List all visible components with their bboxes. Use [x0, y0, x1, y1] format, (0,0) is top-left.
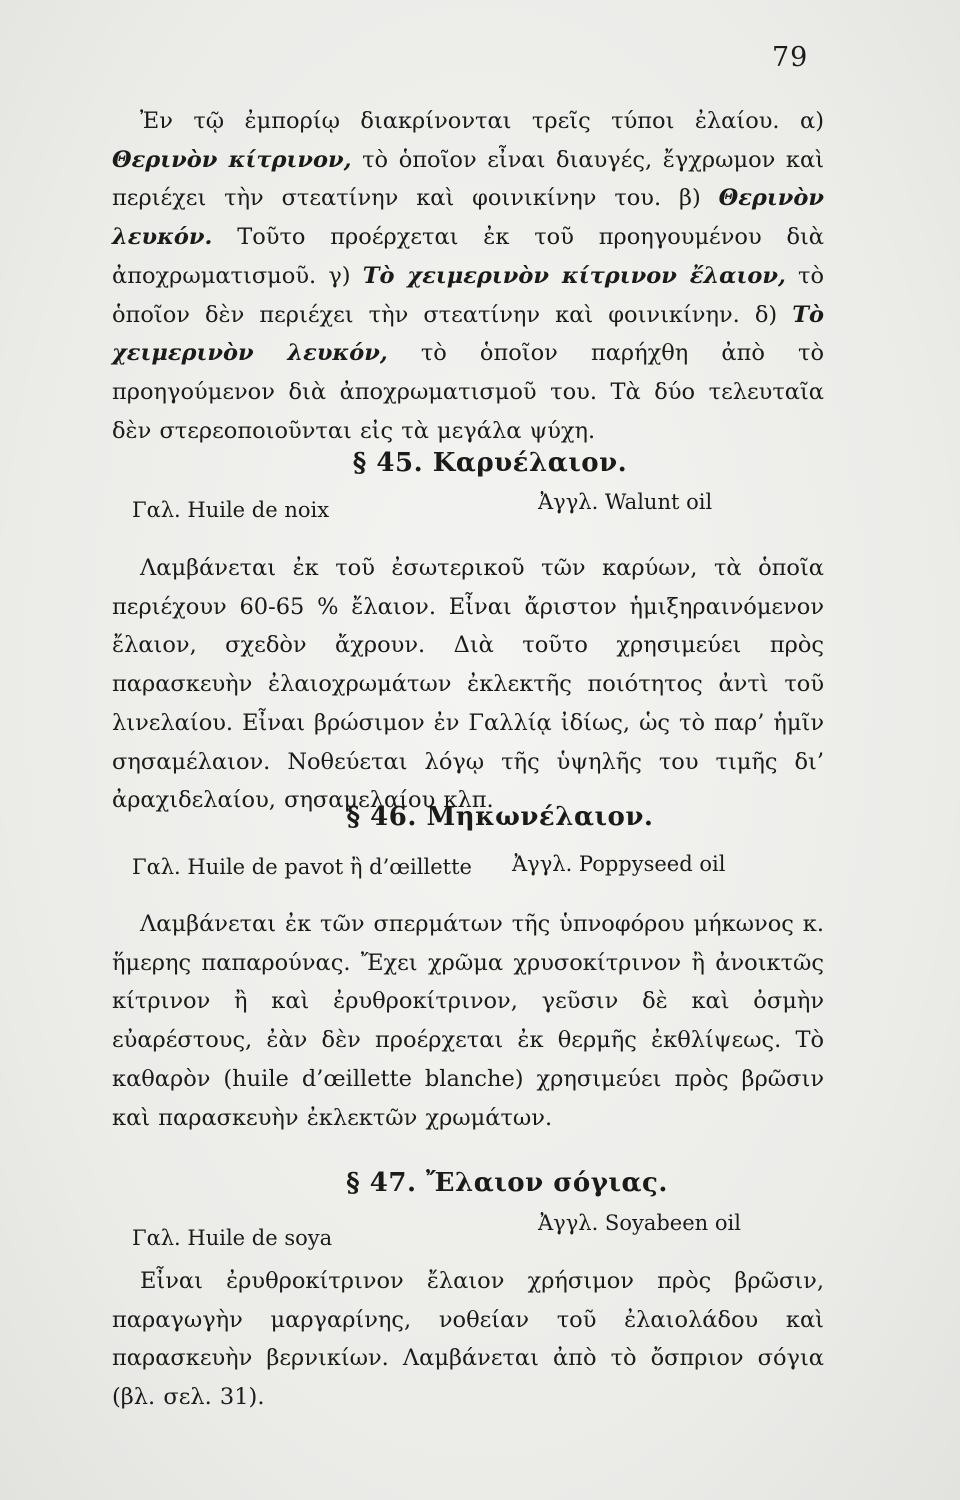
section-45-body-text: Λαμβάνεται ἐκ τοῦ ἐσωτερικοῦ τῶν καρύων, τὰ ὁποῖα περιέχουν 60-65 % ἔλαιον. Εἶναι ἄριστον ἡμιξηραινόμενον ἔλαιον, σχεδὸν ἄχρουν. Διὰ τοῦτο χρησιμεύει πρὸς παρασκευὴν ἐλαιοχρωμάτων ἐκλεκτῆς ποιότητος ἀντὶ τοῦ λινελαίου. Εἶναι βρώσιμον ἐν Γαλλίᾳ ἰδίως, ὡς τὸ παρ’ ἡμῖν σησαμέλαιον. Νοθεύεται λόγῳ τῆς ὑψηλῆς του τιμῆς δι’ ἀραχιδελαίου, σησαμελαίου κλπ. — [112, 555, 824, 814]
intro-paragraph — [112, 102, 824, 450]
intro-text-2: τὸ ὁποῖον εἶναι διαυγές, ἔγχρωμον καὶ περιέχει τὴν στεατίνην καὶ φοινικίνην του. β) — [112, 146, 825, 212]
section-47-body-text: Εἶναι ἐρυθροκίτρινον ἔλαιον χρήσιμον πρὸς βρῶσιν, παραγωγὴν μαργαρίνης, νοθείαν τοῦ ἐλαιολάδου καὶ παρασκευὴν βερνικίων. Λαμβάνεται ἀπὸ τὸ ὄσπριον σόγια (βλ. σελ. 31). — [112, 1268, 824, 1411]
section-47-heading: § 47. Ἔλαιον σόγιας. — [346, 1168, 668, 1198]
intro-text-1: Ἐν τῷ ἐμπορίῳ διακρίνονται τρεῖς τύποι ἐλαίου. α) — [140, 108, 824, 134]
section-45-heading: § 45. Καρυέλαιον. — [352, 448, 628, 478]
section-46-body-text: Λαμβάνεται ἐκ τῶν σπερμάτων τῆς ὑπνοφόρου μήκωνος κ. ἥμερης παπαρούνας. Ἔχει χρῶμα χρυσοκίτρινον ἢ ἀνοικτῶς κίτρινον ἢ καὶ ἐρυθροκίτρινον, γεῦσιν δὲ καὶ ὀσμὴν εὐαρέστους, ἐὰν δὲν προέρχεται ἐκ θερμῆς ἐκθλίψεως. Τὸ καθαρὸν (huile d’œillette blanche) χρησιμεύει πρὸς βρῶσιν καὶ παρασκευὴν ἐκλεκτῶν χρωμάτων. — [112, 911, 824, 1131]
term-winter-yellow: Τὸ χειμερινὸν κίτρινον ἔλαιον, — [362, 262, 786, 289]
section-46-body — [112, 905, 824, 1137]
section-45-english-name: Ἀγγλ. Walunt oil — [538, 490, 713, 514]
section-47-french-name: Γαλ. Huile de soya — [132, 1226, 333, 1250]
section-46-french-name: Γαλ. Huile de pavot ἢ d’œillette — [132, 855, 472, 879]
section-46-english-name: Ἀγγλ. Poppyseed oil — [512, 852, 726, 876]
term-summer-yellow: Θερινὸν κίτρινον, — [112, 146, 352, 173]
section-47-english-name: Ἀγγλ. Soyabeen oil — [538, 1211, 741, 1235]
intro-text-4: τὸ ὁποῖον δὲν περιέχει τὴν στεατίνην καὶ φοινικίνην. δ) — [112, 262, 824, 328]
page-number: 79 — [772, 42, 809, 73]
section-45-french-name: Γαλ. Huile de noix — [132, 498, 330, 522]
term-summer-white: Θερινὸν λευκόν. — [112, 185, 824, 251]
section-45-body — [112, 549, 824, 820]
intro-text-3: Τοῦτο προέρχεται ἐκ τοῦ προηγουμένου διὰ ἀποχρωματισμοῦ. γ) — [112, 224, 825, 289]
term-winter-white: Τὸ χειμερινὸν λευκόν, — [112, 301, 824, 367]
section-46-heading: § 46. Μηκωνέλαιον. — [346, 802, 654, 832]
section-47-body — [112, 1262, 824, 1417]
intro-text-5: τὸ ὁποῖον παρήχθη ἀπὸ τὸ προηγούμενον διὰ ἀποχρωματισμοῦ του. Τὰ δύο τελευταῖα δὲν στερεοποιοῦνται εἰς τὰ μεγάλα ψύχη. — [112, 340, 824, 444]
